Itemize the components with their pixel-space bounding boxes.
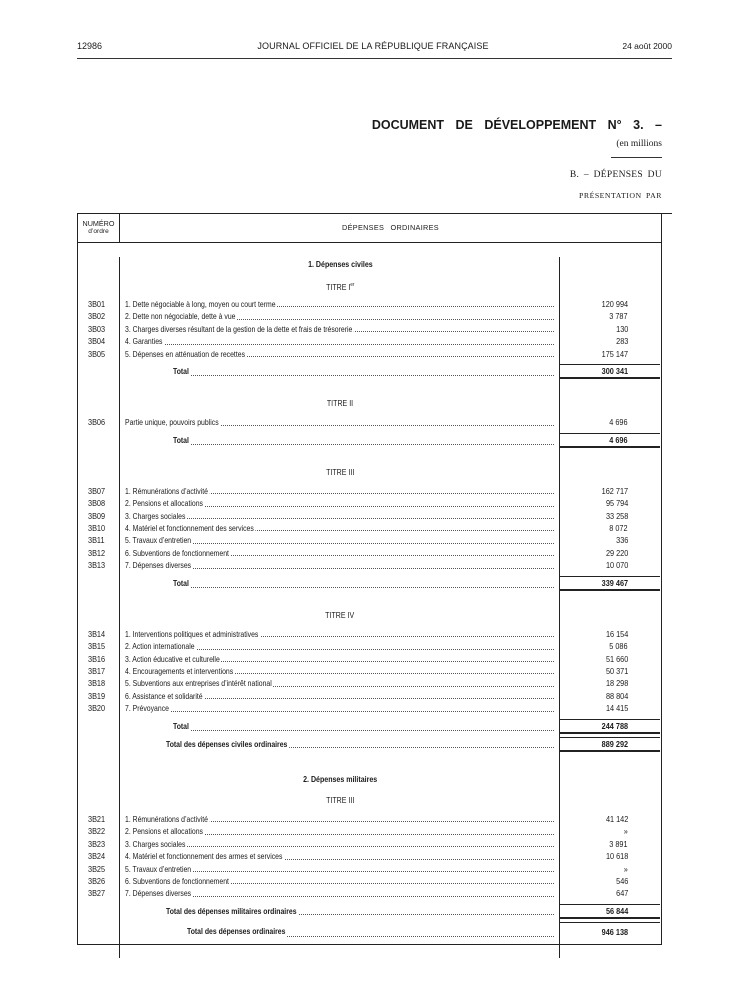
description-cell <box>120 653 560 665</box>
amount-cell <box>560 653 660 665</box>
amount-cell <box>560 416 660 428</box>
document-title: DOCUMENT DE DÉVELOPPEMENT N° 3. – <box>371 118 662 132</box>
amount-value: 3 787 <box>609 311 628 322</box>
amount-value: 175 147 <box>601 348 628 359</box>
amount-cell <box>560 825 660 837</box>
heading-cell <box>120 772 560 786</box>
code-cell <box>78 628 120 640</box>
table-row <box>78 628 661 640</box>
line-label: 5. Dépenses en atténuation de recettes <box>125 348 246 359</box>
titre-heading-row <box>78 608 661 622</box>
amount-value: 946 138 <box>601 926 628 937</box>
code-cell <box>78 850 120 862</box>
amount-cell <box>560 310 660 322</box>
amount-value: 889 292 <box>601 738 628 749</box>
table-row <box>78 887 661 899</box>
line-code: 3B18 <box>88 678 106 689</box>
heading-label <box>326 608 355 622</box>
table-row <box>78 850 661 862</box>
table-row <box>78 863 661 875</box>
heading-label <box>326 465 354 479</box>
dot-leader <box>125 711 554 712</box>
amount-cell <box>560 719 660 734</box>
description-cell <box>120 813 560 825</box>
line-code: 3B21 <box>88 813 106 824</box>
column-header-number <box>78 213 120 242</box>
amount-cell <box>560 922 660 944</box>
amount-value: 546 <box>615 875 628 886</box>
description-cell <box>120 576 560 591</box>
code-cell <box>78 863 120 875</box>
section-heading-row <box>78 257 661 271</box>
table-row <box>78 547 661 559</box>
code-cell <box>78 653 120 665</box>
description-cell <box>120 677 560 689</box>
line-label: Total des dépenses civiles ordinaires <box>166 737 289 752</box>
table-row <box>78 534 661 546</box>
table-row <box>78 335 661 347</box>
code-cell <box>78 485 120 497</box>
titre-heading-row <box>78 465 661 479</box>
heading-text: TITRE III <box>325 466 355 477</box>
line-label: Total des dépenses militaires ordinaires <box>166 904 298 919</box>
amount-cell <box>560 485 660 497</box>
table-row <box>78 702 661 714</box>
line-label: Partie unique, pouvoirs publics <box>125 417 219 428</box>
amount-cell <box>560 838 660 850</box>
amount-cell <box>560 364 660 379</box>
line-label: 4. Matériel et fonctionnement des services <box>125 522 254 533</box>
line-code: 3B23 <box>88 838 106 849</box>
amount-value: 29 220 <box>605 547 628 558</box>
description-cell <box>120 904 560 919</box>
amount-value: 4 696 <box>609 417 628 428</box>
code-cell <box>78 922 120 944</box>
code-cell <box>78 793 120 807</box>
description-cell <box>120 628 560 640</box>
table-row <box>78 813 661 825</box>
line-code: 3B19 <box>88 690 106 701</box>
line-label: 2. Action internationale <box>125 641 195 652</box>
line-code: 3B12 <box>88 547 106 558</box>
table-row <box>78 497 661 509</box>
table-row <box>78 298 661 310</box>
amount-cell <box>560 737 660 752</box>
section-heading-row <box>78 772 661 786</box>
heading-text: 2. Dépenses militaires <box>302 773 378 784</box>
amount-value: 4 696 <box>609 434 628 445</box>
code-cell <box>78 737 120 752</box>
table-row <box>78 559 661 571</box>
dot-leader <box>125 518 554 519</box>
description-cell <box>120 665 560 677</box>
line-code: 3B17 <box>88 666 106 676</box>
line-label: 3. Action éducative et culturelle <box>125 653 220 664</box>
value-cell <box>560 772 660 786</box>
code-cell <box>78 677 120 689</box>
description-cell <box>120 702 560 714</box>
table-row <box>78 838 661 850</box>
line-label: Total <box>173 433 191 448</box>
amount-cell <box>560 559 660 571</box>
amount-value: 51 660 <box>605 653 628 664</box>
code-cell <box>78 887 120 899</box>
amount-cell <box>560 348 660 360</box>
value-cell <box>560 257 660 271</box>
line-label: 4. Matériel et fonctionnement des armes et services <box>125 851 283 862</box>
amount-value: 283 <box>615 336 628 347</box>
line-label: 3. Charges diverses résultant de la gestion de la dette et frais de trésorerie <box>125 323 353 334</box>
table-header <box>78 213 661 243</box>
table-row <box>78 640 661 652</box>
code-cell <box>78 364 120 379</box>
heading-text: TITRE III <box>325 794 355 805</box>
line-label: 3. Charges sociales <box>125 510 186 521</box>
table-row <box>78 485 661 497</box>
description-cell <box>120 737 560 752</box>
line-code: 3B24 <box>88 851 106 862</box>
heading-text: 1. Dépenses civiles <box>307 259 373 269</box>
line-label: 6. Subventions de fonctionnement <box>125 547 229 558</box>
amount-cell <box>560 510 660 522</box>
amount-cell <box>560 863 660 875</box>
heading-text: TITRE II <box>326 398 354 409</box>
code-cell <box>78 875 120 887</box>
amount-value: 56 844 <box>605 905 628 916</box>
publication-date: 24 août 2000 <box>622 41 672 51</box>
description-cell <box>120 559 560 571</box>
dot-leader <box>173 730 554 731</box>
value-cell <box>560 465 660 479</box>
code-cell <box>78 278 120 292</box>
amount-cell <box>560 677 660 689</box>
line-label: Total des dépenses ordinaires <box>187 922 287 940</box>
heading-cell <box>120 396 560 410</box>
heading-cell <box>120 257 560 271</box>
code-cell <box>78 702 120 714</box>
heading-text: TITRE IV <box>325 609 355 620</box>
heading-label <box>327 396 353 410</box>
amount-value: 336 <box>615 535 628 546</box>
header-rule <box>77 58 672 59</box>
amount-value: 18 298 <box>605 678 628 689</box>
value-cell <box>560 608 660 622</box>
amount-value: 10 070 <box>605 560 628 571</box>
table-body <box>78 257 661 958</box>
amount-cell <box>560 433 660 448</box>
amount-value: 120 994 <box>601 299 628 309</box>
description-cell <box>120 298 560 310</box>
amount-value: 8 072 <box>609 522 628 533</box>
amount-cell <box>560 813 660 825</box>
amount-cell <box>560 875 660 887</box>
page-number: 12986 <box>77 41 103 51</box>
heading-label <box>308 257 373 271</box>
line-code: 3B25 <box>88 863 106 874</box>
amount-cell <box>560 904 660 919</box>
line-label: 4. Garanties <box>125 336 163 347</box>
code-cell <box>78 298 120 310</box>
amount-value: 33 258 <box>605 510 628 521</box>
dot-leader <box>125 846 554 847</box>
table-row <box>78 665 661 677</box>
line-label: 5. Travaux d’entretien <box>125 863 192 874</box>
line-label: 6. Assistance et solidarité <box>125 690 203 701</box>
description-cell <box>120 640 560 652</box>
description-cell <box>120 416 560 428</box>
line-code: 3B15 <box>88 641 106 652</box>
description-cell <box>120 348 560 360</box>
description-cell <box>120 433 560 448</box>
table-row <box>78 677 661 689</box>
value-cell <box>560 278 660 292</box>
amount-cell <box>560 335 660 347</box>
table-row <box>78 875 661 887</box>
amount-cell <box>560 534 660 546</box>
amount-value: 16 154 <box>605 628 628 639</box>
code-cell <box>78 348 120 360</box>
amount-value: 339 467 <box>601 577 628 588</box>
value-cell <box>560 793 660 807</box>
amount-value: » <box>623 863 628 874</box>
description-cell <box>120 838 560 850</box>
table-row <box>78 416 661 428</box>
amount-value: » <box>623 826 628 837</box>
column-header-number-label: NUMÉRO <box>82 219 115 228</box>
table-row <box>78 522 661 534</box>
line-label: 3. Charges sociales <box>125 838 186 849</box>
amount-value: 41 142 <box>605 813 628 824</box>
code-cell <box>78 576 120 591</box>
line-label: 2. Pensions et allocations <box>125 498 203 509</box>
code-cell <box>78 522 120 534</box>
dot-leader <box>125 344 554 345</box>
code-cell <box>78 904 120 919</box>
section-heading: B. – DÉPENSES DU <box>569 170 662 180</box>
line-code: 3B03 <box>88 323 106 334</box>
code-cell <box>78 559 120 571</box>
amount-cell <box>560 628 660 640</box>
description-cell <box>120 690 560 702</box>
amount-value: 5 086 <box>609 641 628 652</box>
total-row <box>78 576 661 591</box>
line-code: 3B26 <box>88 875 106 886</box>
description-cell <box>120 497 560 509</box>
description-cell <box>120 485 560 497</box>
heading-cell <box>120 608 560 622</box>
line-code: 3B04 <box>88 336 106 347</box>
code-cell <box>78 497 120 509</box>
dot-leader <box>173 375 554 376</box>
code-cell <box>78 608 120 622</box>
value-cell <box>560 396 660 410</box>
line-code: 3B08 <box>88 498 106 509</box>
description-cell <box>120 522 560 534</box>
description-cell <box>120 534 560 546</box>
line-label: 7. Prévoyance <box>125 703 169 714</box>
amount-value: 162 717 <box>601 485 628 496</box>
table-row <box>78 653 661 665</box>
line-label: 1. Dette négociable à long, moyen ou court terme <box>125 299 276 309</box>
line-code: 3B14 <box>88 628 106 639</box>
line-label: 6. Subventions de fonctionnement <box>125 875 229 886</box>
amount-cell <box>560 690 660 702</box>
amount-cell <box>560 665 660 677</box>
description-cell <box>120 323 560 335</box>
category-total-row <box>78 737 661 752</box>
code-cell <box>78 665 120 677</box>
amount-cell <box>560 497 660 509</box>
amount-cell <box>560 850 660 862</box>
amount-value: 300 341 <box>601 366 628 377</box>
table-row <box>78 510 661 522</box>
code-cell <box>78 838 120 850</box>
code-cell <box>78 396 120 410</box>
total-row <box>78 719 661 734</box>
line-code: 3B16 <box>88 653 106 664</box>
amount-cell <box>560 522 660 534</box>
line-code: 3B05 <box>88 348 106 359</box>
table-row <box>78 690 661 702</box>
line-code: 3B06 <box>88 417 106 428</box>
unit-note: (en millions <box>616 139 662 149</box>
line-label: 1. Interventions politiques et administratives <box>125 628 259 639</box>
line-label: Total <box>173 576 191 591</box>
amount-value: 88 804 <box>605 690 628 701</box>
total-row <box>78 364 661 379</box>
description-cell <box>120 547 560 559</box>
table-row <box>78 310 661 322</box>
code-cell <box>78 416 120 428</box>
heading-rule <box>611 157 662 158</box>
description-cell <box>120 510 560 522</box>
line-code: 3B09 <box>88 510 106 521</box>
line-label: 1. Rémunérations d’activité <box>125 485 208 496</box>
line-label: 1. Rémunérations d’activité <box>125 813 208 824</box>
amount-cell <box>560 576 660 591</box>
line-code: 3B13 <box>88 560 106 571</box>
description-cell <box>120 719 560 734</box>
description-cell <box>120 863 560 875</box>
heading-superscript: er <box>350 282 355 288</box>
line-label: Total <box>173 364 191 379</box>
line-label: 7. Dépenses diverses <box>125 560 192 571</box>
presentation-heading: PRÉSENTATION PAR <box>579 191 662 200</box>
heading-label <box>326 793 354 807</box>
amount-value: 10 618 <box>605 851 628 862</box>
heading-label <box>326 278 354 294</box>
line-label: 7. Dépenses diverses <box>125 888 192 899</box>
journal-title-text: JOURNAL OFFICIEL DE LA RÉPUBLIQUE FRANÇAISE <box>257 41 489 51</box>
line-code: 3B02 <box>88 311 106 322</box>
code-cell <box>78 323 120 335</box>
heading-cell <box>120 793 560 807</box>
line-label: 2. Pensions et allocations <box>125 826 203 837</box>
line-code: 3B10 <box>88 522 106 533</box>
code-cell <box>78 640 120 652</box>
amount-value: 95 794 <box>605 498 628 509</box>
code-cell <box>78 690 120 702</box>
amount-value: 3 891 <box>609 838 628 849</box>
description-cell <box>120 850 560 862</box>
code-cell <box>78 719 120 734</box>
amount-value: 50 371 <box>605 666 628 676</box>
amount-cell <box>560 702 660 714</box>
code-cell <box>78 335 120 347</box>
code-cell <box>78 510 120 522</box>
line-code: 3B27 <box>88 888 106 899</box>
line-code: 3B20 <box>88 703 106 714</box>
line-label: 5. Subventions aux entreprises d’intérêt national <box>125 678 272 689</box>
code-cell <box>78 547 120 559</box>
line-label: 5. Travaux d’entretien <box>125 535 192 546</box>
table-row <box>78 348 661 360</box>
table-rows <box>78 257 661 944</box>
description-cell <box>120 887 560 899</box>
description-cell <box>120 875 560 887</box>
heading-text: TITRE I <box>325 282 351 292</box>
amount-value: 130 <box>615 323 628 334</box>
description-cell <box>120 825 560 837</box>
heading-cell <box>120 278 560 292</box>
line-code: 3B01 <box>88 299 106 309</box>
line-code: 3B11 <box>88 535 105 546</box>
titre-heading-row <box>78 793 661 807</box>
code-cell <box>78 257 120 271</box>
description-cell <box>120 335 560 347</box>
line-code: 3B07 <box>88 485 106 496</box>
titre-heading-row <box>78 278 661 292</box>
code-cell <box>78 310 120 322</box>
code-cell <box>78 534 120 546</box>
code-cell <box>78 433 120 448</box>
heading-cell <box>120 465 560 479</box>
amount-cell <box>560 887 660 899</box>
table-row <box>78 825 661 837</box>
line-code: 3B22 <box>88 826 106 837</box>
line-label: 2. Dette non négociable, dette à vue <box>125 311 236 322</box>
code-cell <box>78 813 120 825</box>
amount-cell <box>560 547 660 559</box>
column-header-number-sub: d’ordre <box>88 227 109 235</box>
description-cell <box>120 922 560 944</box>
column-header-description: DÉPENSES ORDINAIRES <box>342 223 439 232</box>
description-cell <box>120 310 560 322</box>
line-label: Total <box>173 719 191 734</box>
dot-leader <box>173 587 554 588</box>
heading-label <box>303 772 377 786</box>
table-row <box>78 323 661 335</box>
amount-value: 14 415 <box>605 703 628 714</box>
amount-value: 244 788 <box>601 720 628 731</box>
grand-total-row <box>78 922 661 944</box>
code-cell <box>78 825 120 837</box>
amount-value: 647 <box>615 888 628 899</box>
dot-leader <box>173 444 554 445</box>
titre-heading-row <box>78 396 661 410</box>
expenses-table <box>77 213 662 945</box>
description-cell <box>120 364 560 379</box>
code-cell <box>78 465 120 479</box>
line-label: 4. Encouragements et interventions <box>125 666 234 676</box>
code-cell <box>78 772 120 786</box>
amount-cell <box>560 323 660 335</box>
amount-cell <box>560 640 660 652</box>
total-row <box>78 433 661 448</box>
category-total-row <box>78 904 661 919</box>
amount-cell <box>560 298 660 310</box>
